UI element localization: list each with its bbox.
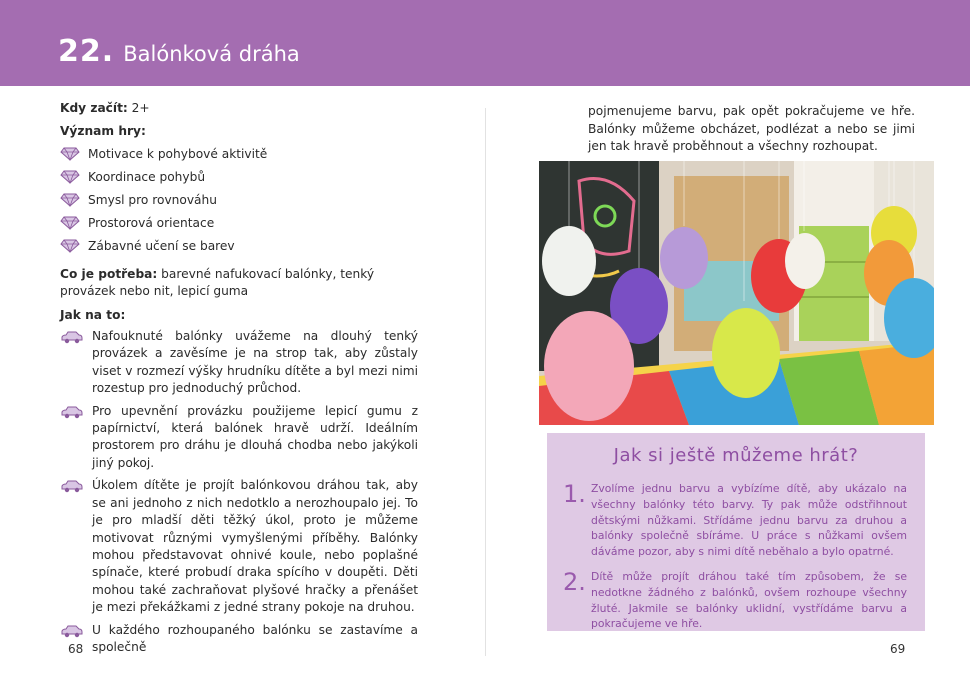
page-number-left: 68	[68, 642, 84, 656]
chapter-title	[58, 34, 300, 69]
car-icon	[60, 479, 84, 493]
needs-row	[60, 266, 418, 301]
start-age-value: 2+	[131, 101, 150, 115]
tip-number: 2.	[563, 568, 586, 596]
step-text: U každého rozhoupaného balónku se zastavíme a společně	[92, 622, 418, 654]
list-item	[60, 143, 418, 166]
step-text: Pro upevnění provázku použijeme lepicí gumu z papírnictví, která balónek hravě udrží. Ideálním prostorem pro dráhu je dlouhá chodba nebo jakýkoli jiný pokoj.	[92, 403, 418, 470]
chapter-number: 22.	[58, 34, 115, 69]
chapter-name: Balónková dráha	[123, 42, 300, 66]
meaning-list	[60, 143, 418, 258]
diamond-icon	[60, 147, 80, 161]
step-text: Úkolem dítěte je projít balónkovou dráhou tak, aby se ani jednoho z nich nedotklo a nerozhoupalo jej. To je pro mladší děti těžký úkol, proto je můžeme motivovat různými vymyšlenými příběhy. Balónky mohou představovat ohnivé koule, nebo poplašné spínače, které probudí draka spícího v doupěti. Děti mohou také zachraňovat plyšové hračky a přenášet je mezi překážkami z jedné strany pokoje na druhou.	[92, 478, 418, 615]
meaning-item-text: Smysl pro rovnováhu	[88, 192, 217, 207]
list-item	[60, 189, 418, 212]
list-item	[60, 235, 418, 258]
meaning-item-text: Motivace k pohybové aktivitě	[88, 146, 268, 161]
howto-label: Jak na to:	[60, 307, 126, 322]
tip-number: 1.	[563, 480, 586, 508]
tip-title: Jak si ještě můžeme hrát?	[613, 445, 859, 466]
car-icon	[60, 624, 84, 638]
meaning-label: Význam hry:	[60, 124, 146, 139]
left-page	[60, 100, 418, 661]
tip-box	[547, 433, 925, 631]
list-item	[60, 403, 418, 473]
continuation-paragraph: pojmenujeme barvu, pak opět pokračujeme ve hře. Balónky můžeme obcházet, podlézat a nebo se jimi jen tak hravě proběhnout a všechny rozhoupat.	[588, 104, 915, 154]
list-item	[60, 166, 418, 189]
needs-label: Co je potřeba:	[60, 266, 158, 281]
meaning-item-text: Zábavné učení se barev	[88, 238, 235, 253]
tip-text: Dítě může projít dráhou také tím způsobem, že se nedotkne žádného z balónků, ovšem rozhoupe všechny žluté. Jakmile se balónky uklidní, vystřídáme barvu a pokračujeme ve hře.	[591, 570, 907, 631]
meaning-item-text: Koordinace pohybů	[88, 169, 206, 184]
meaning-item-text: Prostorová orientace	[88, 215, 215, 230]
chapter-header	[0, 0, 970, 86]
page-gutter	[485, 108, 486, 656]
start-age-row	[60, 100, 418, 117]
list-item	[60, 212, 418, 235]
diamond-icon	[60, 239, 80, 253]
list-item	[563, 481, 907, 560]
list-item	[60, 477, 418, 616]
start-age-label: Kdy začít:	[60, 101, 128, 115]
page-number-right: 69	[890, 642, 906, 656]
step-text: Nafouknuté balónky uvážeme na dlouhý tenký provázek a zavěsíme je na strop tak, aby zůstaly viset v rozmezí výšky hrudníku dítěte a byl mezi nimi rozestup pro jednoduchý průchod.	[92, 329, 418, 396]
balloons-photo	[539, 161, 934, 425]
needs-value: barevné nafukovací balónky, tenký provázek nebo nit, lepicí guma	[60, 266, 375, 299]
diamond-icon	[60, 216, 80, 230]
list-item	[60, 622, 418, 657]
howto-steps	[60, 328, 418, 656]
list-item	[563, 569, 907, 632]
diamond-icon	[60, 170, 80, 184]
tip-text: Zvolíme jednu barvu a vybízíme dítě, aby ukázalo na všechny balónky této barvy. Ty pak může odstřihnout dětskými nůžkami. Střídáme jednu barvu za druhou a balónky společně sbíráme. U práce s nůžkami ovšem dáváme pozor, aby s nimi dítě neběhalo a bylo opatrné.	[591, 482, 907, 559]
car-icon	[60, 405, 84, 419]
car-icon	[60, 330, 84, 344]
diamond-icon	[60, 193, 80, 207]
list-item	[60, 328, 418, 398]
